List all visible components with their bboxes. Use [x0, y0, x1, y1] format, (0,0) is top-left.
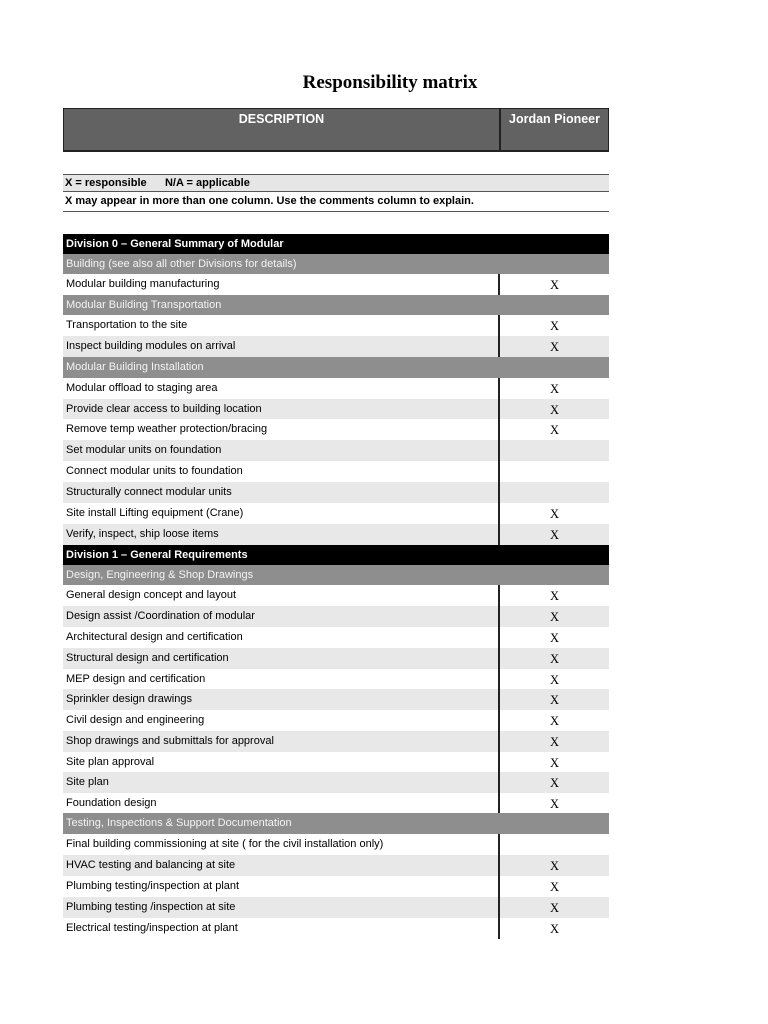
row-mark: X [498, 419, 609, 440]
row-description: Connect modular units to foundation [66, 465, 243, 477]
row-description: Building (see also all other Divisions for details) [66, 258, 297, 270]
row-description: Design, Engineering & Shop Drawings [66, 569, 254, 581]
row-description: Foundation design [66, 797, 157, 809]
table-row [63, 585, 609, 606]
row-mark [498, 545, 609, 565]
row-mark [498, 440, 609, 461]
row-mark [498, 295, 609, 315]
row-description: Testing, Inspections & Support Documentation [66, 817, 292, 829]
table-row [63, 503, 609, 524]
table-row [63, 419, 609, 440]
row-description: Plumbing testing /inspection at site [66, 901, 236, 913]
table-row [63, 731, 609, 752]
division-row [63, 234, 609, 254]
table-row [63, 627, 609, 648]
row-mark: X [498, 897, 609, 918]
row-mark [498, 834, 609, 855]
row-description: Verify, inspect, ship loose items [66, 528, 219, 540]
table-row [63, 315, 609, 336]
table-row [63, 793, 609, 813]
row-description: Design assist /Coordination of modular [66, 610, 255, 622]
row-description: Structural design and certification [66, 652, 229, 664]
table-row [63, 918, 609, 939]
row-description: Modular offload to staging area [66, 382, 218, 394]
row-mark: X [498, 524, 609, 545]
row-description: Structurally connect modular units [66, 486, 232, 498]
row-description: Shop drawings and submittals for approval [66, 735, 274, 747]
section-row [63, 813, 609, 834]
row-description: Modular Building Transportation [66, 299, 222, 311]
row-description: Architectural design and certification [66, 631, 243, 643]
row-mark: X [498, 689, 609, 710]
legend-line-1: X = responsible N/A = applicable [63, 174, 609, 192]
row-description: Plumbing testing/inspection at plant [66, 880, 240, 892]
row-mark [498, 461, 609, 482]
row-description: General design concept and layout [66, 589, 237, 601]
division-row [63, 545, 609, 565]
row-description: Division 0 – General Summary of Modular [66, 238, 284, 250]
row-mark [498, 565, 609, 585]
row-mark: X [498, 503, 609, 524]
row-mark: X [498, 585, 609, 606]
row-description: Site install Lifting equipment (Crane) [66, 507, 244, 519]
row-mark: X [498, 336, 609, 357]
row-mark: X [498, 669, 609, 689]
table-row [63, 524, 609, 545]
section-row [63, 295, 609, 315]
table-row [63, 648, 609, 669]
row-description: HVAC testing and balancing at site [66, 859, 236, 871]
row-mark [498, 234, 609, 254]
table-row [63, 710, 609, 731]
row-description: Site plan approval [66, 756, 155, 768]
table-row [63, 482, 609, 503]
table-row [63, 440, 609, 461]
row-description: Provide clear access to building location [66, 403, 262, 415]
row-mark: X [498, 731, 609, 752]
page-title: Responsibility matrix [302, 72, 478, 93]
header-party: Jordan Pioneer [509, 112, 600, 126]
table-row [63, 897, 609, 918]
row-description: Division 1 – General Requirements [66, 549, 248, 561]
row-mark [498, 813, 609, 834]
table-row [63, 669, 609, 689]
table-header [63, 108, 609, 152]
legend [63, 174, 609, 212]
row-mark: X [498, 876, 609, 897]
row-mark: X [498, 855, 609, 876]
section-row [63, 254, 609, 274]
legend-line-2: X may appear in more than one column. Use the comments column to explain. [63, 192, 609, 212]
row-description: Inspect building modules on arrival [66, 340, 236, 352]
table-row [63, 772, 609, 793]
row-description: Civil design and engineering [66, 714, 205, 726]
row-description: Transportation to the site [66, 319, 188, 331]
table-row [63, 606, 609, 627]
row-mark [498, 482, 609, 503]
row-mark: X [498, 315, 609, 336]
table-row [63, 336, 609, 357]
row-description: MEP design and certification [66, 673, 206, 685]
table-row [63, 855, 609, 876]
table-row [63, 876, 609, 897]
table-row [63, 399, 609, 419]
section-row [63, 357, 609, 378]
table-row [63, 274, 609, 295]
row-description: Modular building manufacturing [66, 278, 220, 290]
table-row [63, 752, 609, 772]
row-description: Site plan [66, 776, 109, 788]
row-description: Sprinkler design drawings [66, 693, 192, 705]
table-row [63, 461, 609, 482]
table-row [63, 689, 609, 710]
row-mark: X [498, 772, 609, 793]
row-mark: X [498, 918, 609, 939]
row-mark: X [498, 793, 609, 813]
row-mark: X [498, 710, 609, 731]
row-description: Modular Building Installation [66, 361, 204, 373]
row-mark [498, 357, 609, 378]
table-row [63, 378, 609, 399]
header-description: DESCRIPTION [64, 109, 501, 150]
row-mark: X [498, 378, 609, 399]
row-mark: X [498, 648, 609, 669]
table-row [63, 834, 609, 855]
responsibility-table [63, 234, 609, 939]
row-mark: X [498, 399, 609, 419]
row-description: Set modular units on foundation [66, 444, 222, 456]
row-mark [498, 254, 609, 274]
row-description: Final building commissioning at site ( for the civil installation only) [66, 838, 384, 850]
row-description: Remove temp weather protection/bracing [66, 423, 268, 435]
row-mark: X [498, 752, 609, 772]
row-mark: X [498, 627, 609, 648]
section-row [63, 565, 609, 585]
row-mark: X [498, 274, 609, 295]
row-mark: X [498, 606, 609, 627]
row-description: Electrical testing/inspection at plant [66, 922, 238, 934]
